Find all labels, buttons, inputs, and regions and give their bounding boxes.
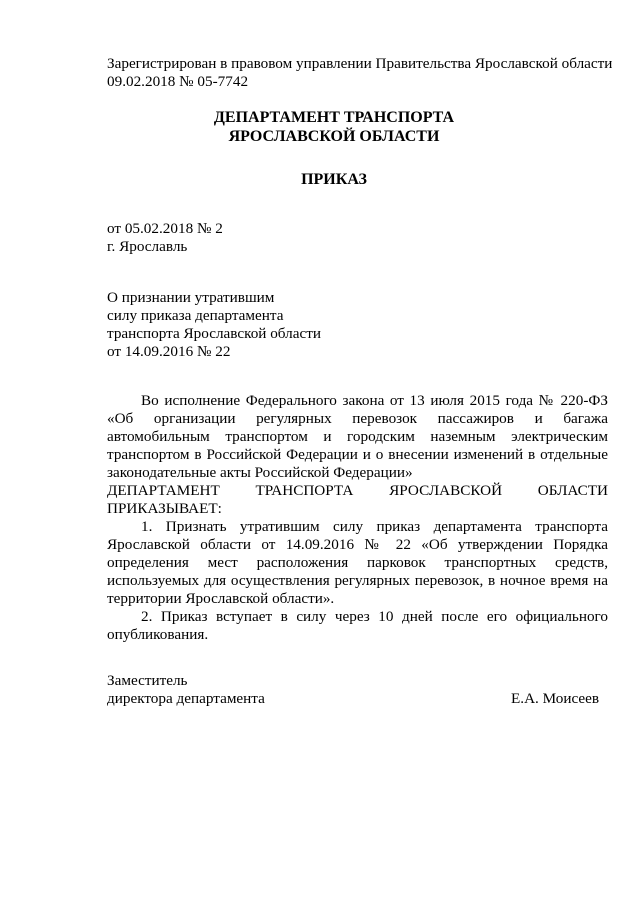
item-2-line-2: опубликования. (107, 626, 209, 643)
order-subject (107, 289, 321, 361)
org-name-line-1: ДЕПАРТАМЕНТ ТРАНСПОРТА (213, 109, 455, 126)
item-2-line-1: 2. Приказ вступает в силу через 10 дней после его официального (141, 608, 608, 625)
decree-line-2: ПРИКАЗЫВАЕТ: (107, 500, 222, 517)
subject-line-4: от 14.09.2016 № 22 (107, 343, 231, 360)
org-name-line-2: ЯРОСЛАВСКОЙ ОБЛАСТИ (228, 128, 440, 145)
preamble-line-3: автомобильным транспортом и городским наземным электрическим (107, 428, 608, 445)
preamble-line-4: транспортом в Российской Федерации и о внесении изменений в отдельные (107, 446, 608, 463)
item-1-line-5: территории Ярославской области». (107, 590, 335, 607)
subject-line-2: силу приказа департамента (107, 307, 284, 324)
subject-line-1: О признании утратившим (107, 289, 275, 306)
item-1-line-3: определения мест расположения парковок транспортных средств, (107, 554, 608, 571)
signer-name: Е.А. Моисеев (511, 690, 600, 707)
item-1-line-4: используемых для осуществления регулярных перевозок, в ночное время на (107, 572, 608, 589)
order-body (107, 392, 608, 644)
decree-line-1: ДЕПАРТАМЕНТ ТРАНСПОРТА ЯРОСЛАВСКОЙ ОБЛАСТИ (107, 482, 608, 499)
signature-block (107, 672, 265, 708)
signer-position-line-2: директора департамента (107, 690, 265, 707)
item-1-line-1: 1. Признать утратившим силу приказ департамента транспорта (141, 518, 608, 535)
preamble-line-5: законодательные акты Российской Федерации» (107, 464, 413, 481)
registration-line-1: Зарегистрирован в правовом управлении Правительства Ярославской области (107, 55, 613, 72)
preamble-line-2: «Об организации регулярных перевозок пассажиров и багажа (107, 410, 608, 427)
preamble-line-1: Во исполнение Федерального закона от 13 июля 2015 года № 220-ФЗ (141, 392, 608, 409)
item-1-line-2: Ярославской области от 14.09.2016 № 22 «Об утверждении Порядка (107, 536, 608, 553)
document-type: ПРИКАЗ (301, 171, 367, 188)
registration-line-2: 09.02.2018 № 05-7742 (107, 73, 249, 90)
subject-line-3: транспорта Ярославской области (107, 325, 321, 342)
order-city: г. Ярославль (107, 238, 188, 255)
registration-stamp (107, 55, 612, 91)
order-date-number: от 05.02.2018 № 2 (107, 220, 223, 237)
signer-position-line-1: Заместитель (107, 672, 188, 689)
order-date-block (107, 220, 223, 256)
